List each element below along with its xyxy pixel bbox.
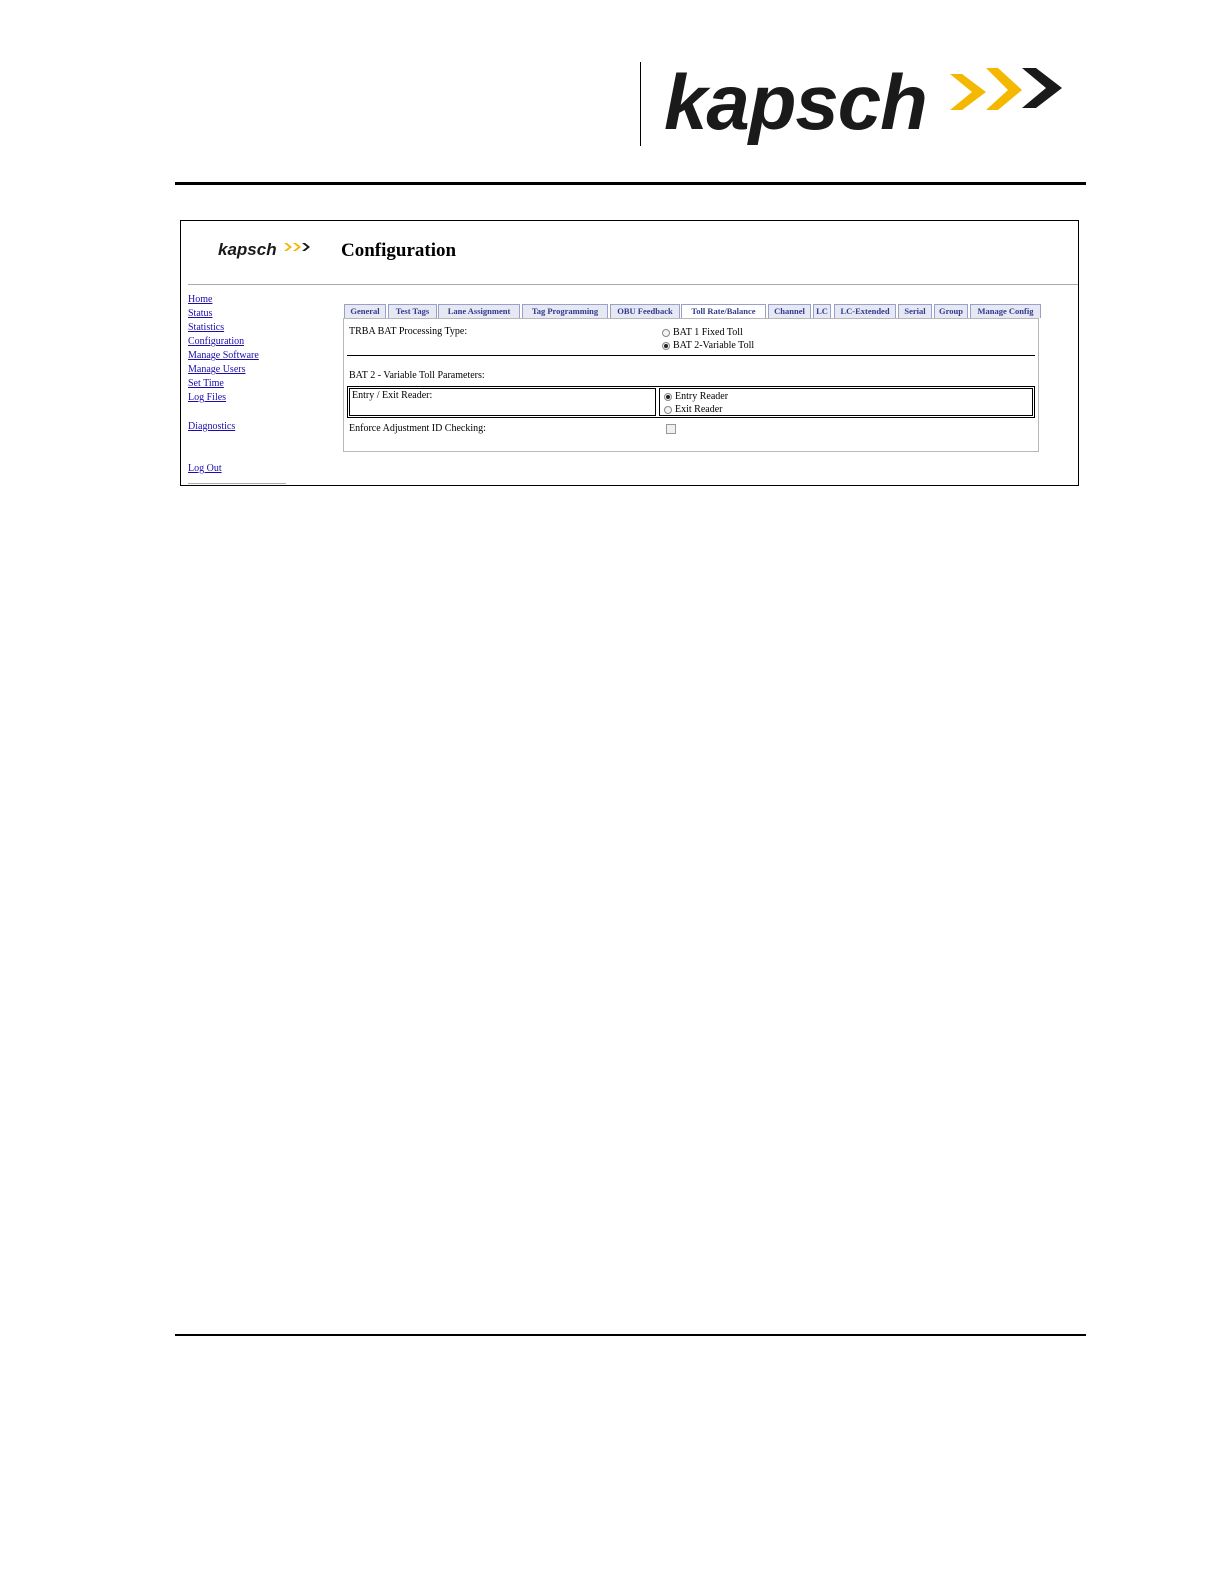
app-logo-text: kapsch xyxy=(218,240,277,259)
kapsch-chevrons-icon xyxy=(950,66,1070,114)
nav-status[interactable]: Status xyxy=(188,308,213,319)
entry-reader-option[interactable] xyxy=(664,391,728,403)
enforce-label: Enforce Adjustment ID Checking: xyxy=(349,423,486,434)
bat1-option[interactable] xyxy=(662,327,743,339)
header-rule xyxy=(175,182,1086,185)
footer-rule xyxy=(175,1334,1086,1336)
exit-reader-option[interactable] xyxy=(664,404,722,416)
tab-test-tags[interactable]: Test Tags xyxy=(388,304,437,318)
tab-lc-extended[interactable]: LC-Extended xyxy=(834,304,896,318)
nav-diagnostics[interactable]: Diagnostics xyxy=(188,421,236,432)
kapsch-logo xyxy=(664,58,1074,152)
tab-toll-rate-balance[interactable]: Toll Rate/Balance xyxy=(681,304,766,319)
tab-lc[interactable]: LC xyxy=(813,304,831,318)
nav-manage-software[interactable]: Manage Software xyxy=(188,350,259,361)
nav-configuration[interactable]: Configuration xyxy=(188,336,245,347)
bat2-label: BAT 2-Variable Toll xyxy=(673,340,755,351)
processing-type-label: TRBA BAT Processing Type: xyxy=(349,326,468,337)
bat2-section-label: BAT 2 - Variable Toll Parameters: xyxy=(349,370,485,381)
tab-lane-assignment[interactable]: Lane Assignment xyxy=(438,304,520,318)
tab-group[interactable]: Group xyxy=(934,304,968,318)
nav-statistics[interactable]: Statistics xyxy=(188,322,225,333)
tab-tag-programming[interactable]: Tag Programming xyxy=(522,304,608,318)
logo-text: kapsch xyxy=(664,58,927,146)
bat1-label: BAT 1 Fixed Toll xyxy=(673,327,743,338)
nav-log-out[interactable]: Log Out xyxy=(188,463,222,474)
nav-manage-users[interactable]: Manage Users xyxy=(188,364,246,375)
radio-exit-reader[interactable] xyxy=(664,406,672,414)
bat2-option[interactable] xyxy=(662,340,754,352)
tab-channel[interactable]: Channel xyxy=(768,304,811,318)
kapsch-chevrons-icon xyxy=(284,241,312,253)
radio-bat1[interactable] xyxy=(662,329,670,337)
entry-reader-label: Entry Reader xyxy=(675,391,729,402)
nav-log-files[interactable]: Log Files xyxy=(188,392,227,403)
tab-serial[interactable]: Serial xyxy=(898,304,932,318)
exit-reader-label: Exit Reader xyxy=(675,404,723,415)
toll-rate-panel xyxy=(343,318,1039,452)
nav-home[interactable]: Home xyxy=(188,294,213,305)
tab-obu-feedback[interactable]: OBU Feedback xyxy=(610,304,680,318)
enforce-adjustment-checkbox[interactable] xyxy=(666,424,676,434)
page-title: Configuration xyxy=(341,240,457,261)
nav-divider xyxy=(188,483,286,484)
entry-exit-label-cell xyxy=(349,388,656,416)
tab-manage-config[interactable]: Manage Config xyxy=(970,304,1041,318)
entry-exit-options-cell xyxy=(659,388,1033,416)
entry-exit-table xyxy=(347,386,1035,418)
app-logo xyxy=(218,239,318,263)
header-divider xyxy=(640,62,641,146)
entry-exit-label: Entry / Exit Reader: xyxy=(352,390,433,401)
tab-general[interactable]: General xyxy=(344,304,386,318)
radio-entry-reader[interactable] xyxy=(664,393,672,401)
header-divider xyxy=(188,284,1078,285)
section-divider xyxy=(347,355,1035,356)
configuration-screenshot xyxy=(180,220,1079,486)
nav-set-time[interactable]: Set Time xyxy=(188,378,224,389)
radio-bat2[interactable] xyxy=(662,342,670,350)
